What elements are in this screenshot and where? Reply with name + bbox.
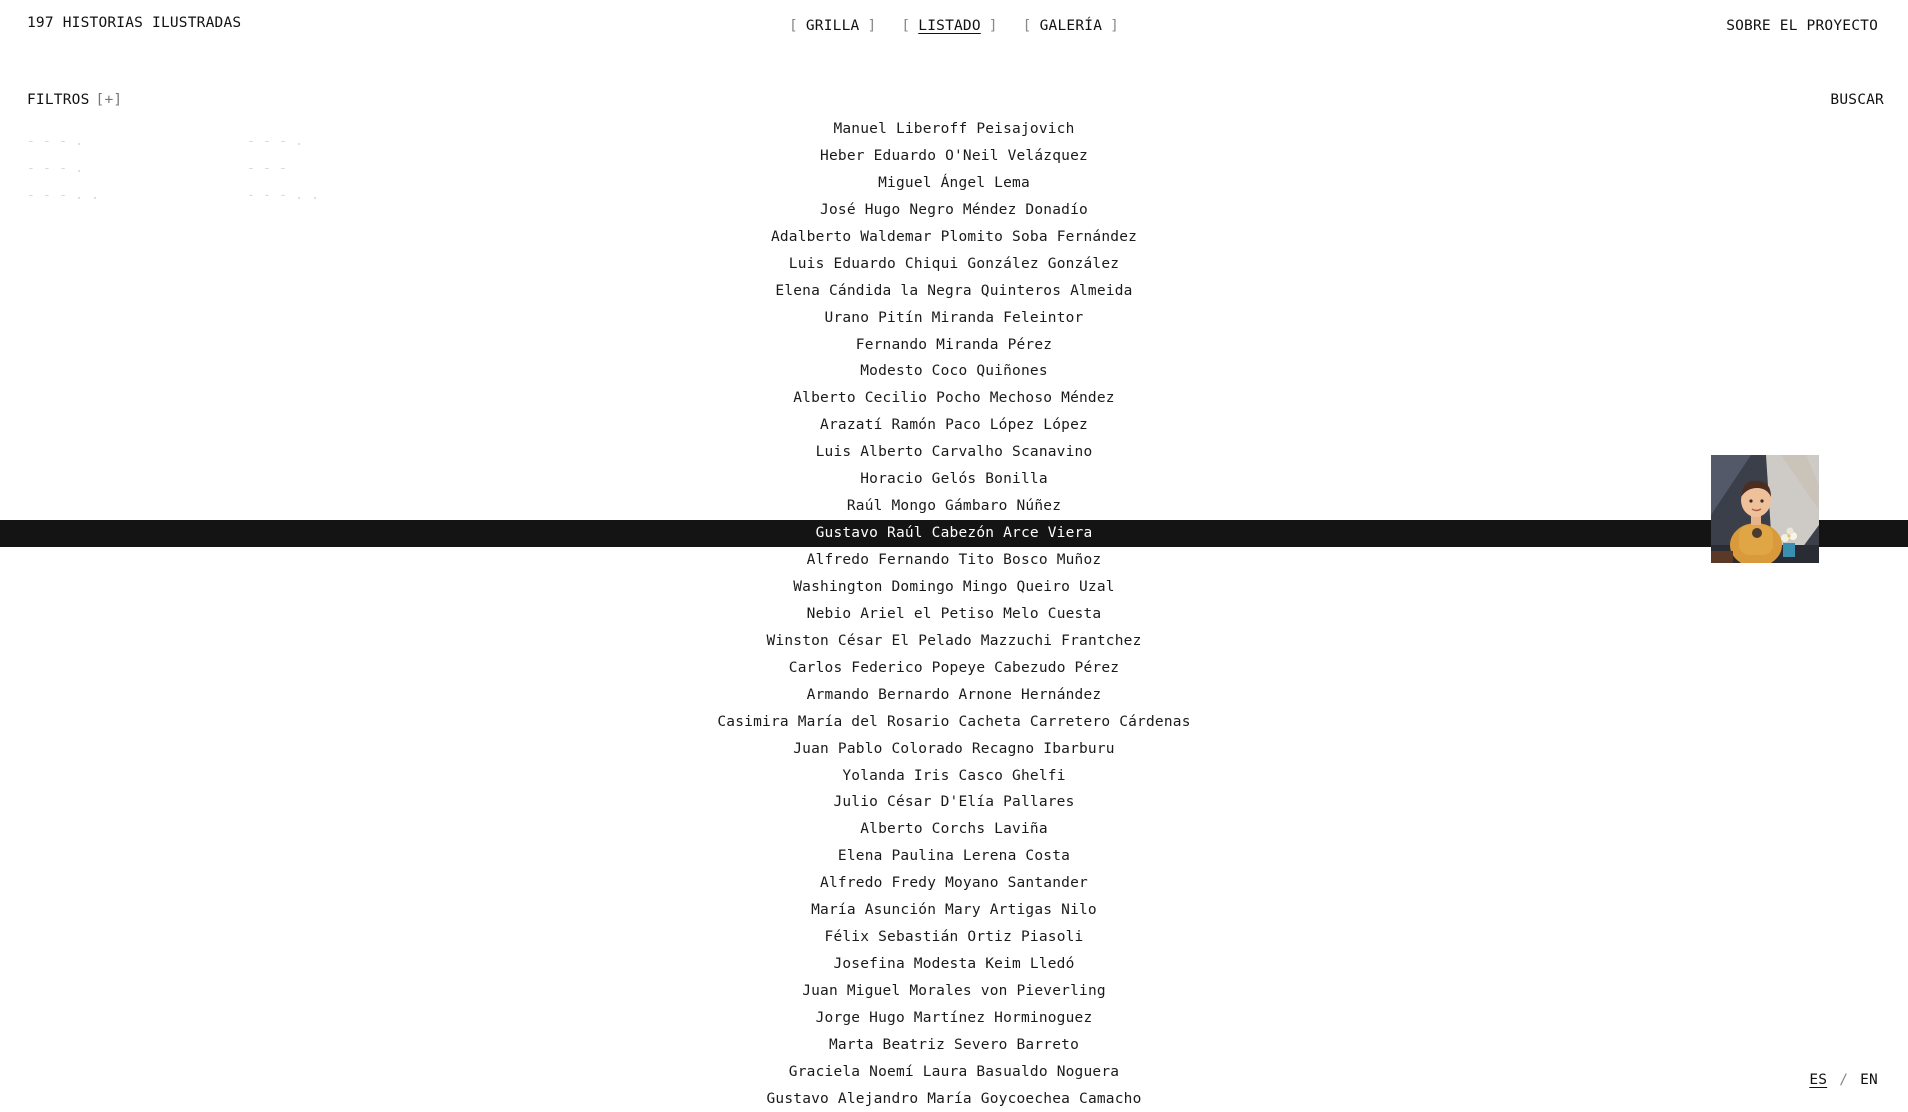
list-item[interactable]: Alberto Cecilio Pocho Mechoso Méndez [793, 390, 1115, 407]
bracket-close: ] [988, 18, 998, 34]
lang-option-en[interactable]: EN [1860, 1072, 1878, 1088]
view-label-listado[interactable]: LISTADO [918, 18, 981, 34]
bracket-open: [ [901, 18, 911, 34]
list-item[interactable]: Yolanda Iris Casco Ghelfi [842, 767, 1066, 784]
bracket-close: ] [867, 18, 877, 34]
bracket-close: ] [1110, 18, 1120, 34]
list-item[interactable]: Nebio Ariel el Petiso Melo Cuesta [806, 605, 1102, 622]
search-button[interactable]: BUSCAR [1830, 92, 1884, 108]
view-option-galeria[interactable] [1023, 18, 1119, 34]
list-item[interactable]: Julio César D'Elía Pallares [833, 794, 1075, 811]
list-item[interactable]: Modesto Coco Quiñones [860, 363, 1048, 380]
list-item[interactable]: Heber Eduardo O'Neil Velázquez [820, 147, 1088, 164]
list-item[interactable]: Alfredo Fredy Moyano Santander [820, 875, 1088, 892]
portrait-illustration [1711, 455, 1819, 563]
list-item[interactable]: Raúl Mongo Gámbaro Núñez [846, 498, 1062, 515]
filters-label: FILTROS [27, 92, 90, 108]
list-item-selected[interactable]: Gustavo Raúl Cabezón Arce Viera [0, 520, 1908, 547]
list-item[interactable]: Marta Beatriz Severo Barreto [828, 1036, 1080, 1053]
list-item[interactable]: Graciela Noemí Laura Basualdo Noguera [788, 1063, 1120, 1080]
view-switcher [0, 18, 1908, 34]
list-item[interactable]: María Asunción Mary Artigas Nilo [811, 902, 1097, 919]
list-item[interactable]: Elena Cándida la Negra Quinteros Almeida [775, 282, 1133, 299]
list-item[interactable]: Casimira María del Rosario Cacheta Carretero Cárdenas [717, 713, 1191, 730]
list-item[interactable]: Alberto Corchs Laviña [860, 821, 1048, 838]
list-item[interactable]: Félix Sebastián Ortiz Piasoli [824, 929, 1084, 946]
view-label-grilla[interactable]: GRILLA [805, 18, 860, 34]
bracket-open: [ [788, 18, 798, 34]
list-item[interactable]: Winston César El Pelado Mazzuchi Frantchez [766, 632, 1142, 649]
list-item[interactable]: José Hugo Negro Méndez Donadío [820, 201, 1088, 218]
bracket-open: [ [1022, 18, 1032, 34]
list-item[interactable]: Miguel Ángel Lema [878, 174, 1030, 191]
view-option-grilla[interactable] [789, 18, 876, 34]
portrait-preview-thumbnail [1711, 455, 1819, 563]
brand-title[interactable]: 197 HISTORIAS ILUSTRADAS [27, 15, 242, 31]
list-item[interactable]: Horacio Gelós Bonilla [860, 471, 1048, 488]
language-switcher [1809, 1072, 1878, 1088]
list-item[interactable]: Alfredo Fernando Tito Bosco Muñoz [806, 552, 1102, 568]
list-item[interactable]: Washington Domingo Mingo Queiro Uzal [793, 578, 1115, 595]
list-item[interactable]: Jorge Hugo Martínez Horminoguez [815, 1009, 1093, 1026]
list-item[interactable]: Juan Pablo Colorado Recagno Ibarburu [793, 740, 1115, 757]
list-item[interactable]: Elena Paulina Lerena Costa [837, 848, 1071, 865]
list-item[interactable]: Luis Alberto Carvalho Scanavino [815, 444, 1093, 461]
filters-toggle-button[interactable] [27, 92, 122, 108]
list-item[interactable]: Josefina Modesta Keim Lledó [833, 956, 1075, 973]
view-option-listado[interactable] [901, 18, 997, 34]
collapsed-filter-placeholders: - - - . - - - . - - - . - - - - - - . . - - - . . [27, 134, 320, 203]
list-item[interactable]: Urano Pitín Miranda Feleintor [824, 309, 1084, 326]
list-item[interactable]: Manuel Liberoff Peisajovich [833, 121, 1075, 137]
list-item[interactable]: Carlos Federico Popeye Cabezudo Pérez [788, 659, 1120, 676]
list-item[interactable]: Fernando Miranda Pérez [855, 336, 1053, 353]
list-item[interactable]: Luis Eduardo Chiqui González González [788, 255, 1120, 272]
filters-expand-indicator: [+] [95, 92, 123, 108]
lang-separator: / [1839, 1072, 1849, 1088]
list-item[interactable]: Arazatí Ramón Paco López López [820, 417, 1088, 434]
names-list [0, 116, 1908, 1112]
list-item[interactable]: Gustavo Alejandro María Goycoechea Camacho [766, 1090, 1142, 1107]
lang-option-es[interactable]: ES [1809, 1072, 1828, 1088]
about-project-link[interactable]: SOBRE EL PROYECTO [1726, 18, 1878, 34]
view-label-galeria[interactable]: GALERÍA [1039, 18, 1103, 34]
list-item[interactable]: Adalberto Waldemar Plomito Soba Fernández [770, 228, 1138, 245]
list-item[interactable]: Juan Miguel Morales von Pieverling [802, 983, 1106, 999]
list-item[interactable]: Armando Bernardo Arnone Hernández [806, 686, 1102, 703]
